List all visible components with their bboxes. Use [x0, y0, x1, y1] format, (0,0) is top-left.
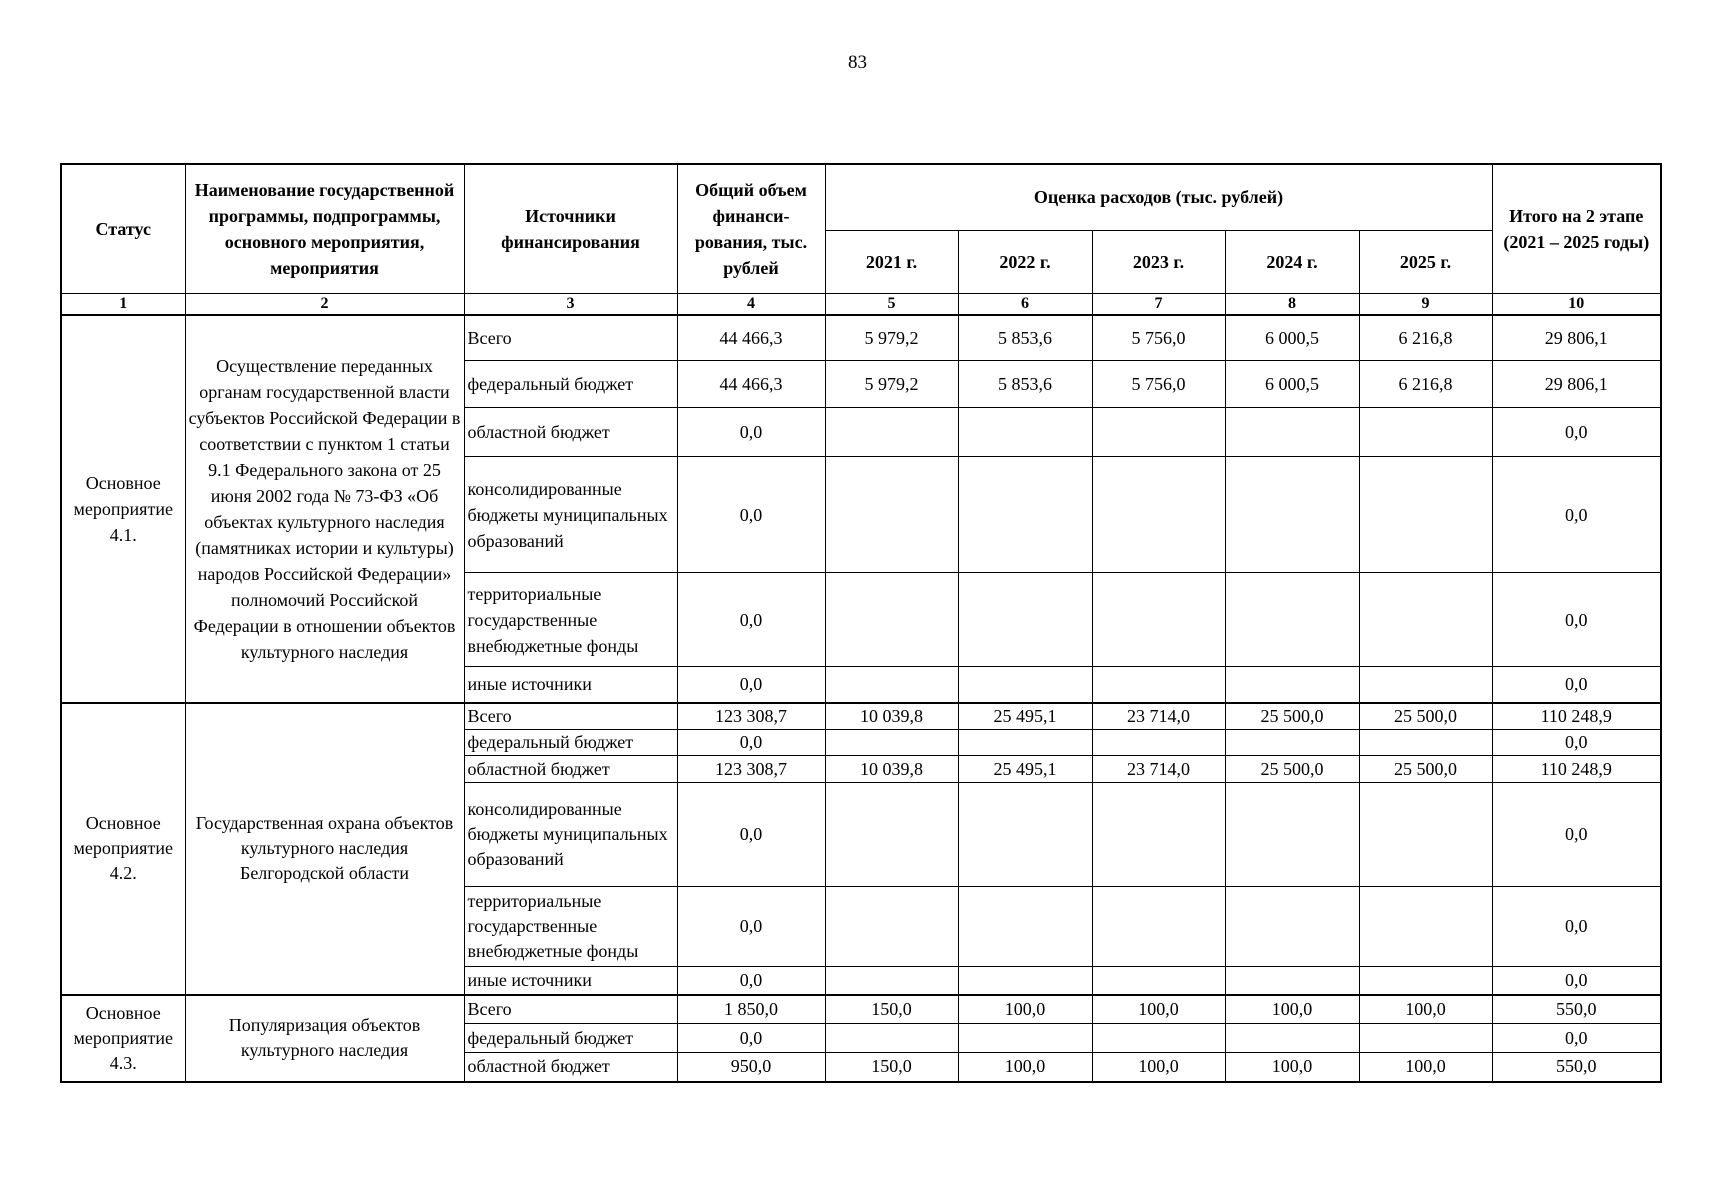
source-cell: федеральный бюджет [464, 361, 677, 408]
value-cell: 5 853,6 [958, 315, 1092, 361]
value-cell [825, 730, 958, 756]
itogo-cell: 0,0 [1492, 783, 1661, 887]
value-cell [1225, 408, 1359, 457]
column-number: 2 [185, 293, 464, 315]
itogo-cell: 550,0 [1492, 995, 1661, 1024]
itogo-cell: 0,0 [1492, 573, 1661, 667]
itogo-cell: 110 248,9 [1492, 756, 1661, 783]
total-cell: 0,0 [677, 887, 825, 967]
value-cell [1225, 457, 1359, 573]
value-cell [1092, 967, 1225, 995]
value-cell [1092, 667, 1225, 703]
itogo-cell: 29 806,1 [1492, 361, 1661, 408]
column-number: 10 [1492, 293, 1661, 315]
value-cell [1225, 1024, 1359, 1053]
value-cell [1359, 457, 1492, 573]
value-cell [1359, 1024, 1492, 1053]
group-4-1 [61, 315, 1661, 703]
value-cell [1225, 783, 1359, 887]
value-cell [1092, 730, 1225, 756]
value-cell: 5 979,2 [825, 315, 958, 361]
source-cell: федеральный бюджет [464, 1024, 677, 1053]
source-cell: областной бюджет [464, 1053, 677, 1082]
itogo-cell: 0,0 [1492, 967, 1661, 995]
value-cell [1225, 730, 1359, 756]
total-cell: 0,0 [677, 730, 825, 756]
itogo-cell: 550,0 [1492, 1053, 1661, 1082]
value-cell [1359, 887, 1492, 967]
value-cell: 25 500,0 [1359, 703, 1492, 730]
header-year: 2022 г. [958, 230, 1092, 293]
source-cell: консолидированные бюджеты муниципальных образований [464, 783, 677, 887]
total-cell: 123 308,7 [677, 756, 825, 783]
table-row [61, 703, 1661, 730]
total-cell: 950,0 [677, 1053, 825, 1082]
value-cell [1359, 667, 1492, 703]
value-cell [1359, 573, 1492, 667]
header-year: 2021 г. [825, 230, 958, 293]
column-number: 5 [825, 293, 958, 315]
value-cell: 100,0 [958, 1053, 1092, 1082]
page-number: 83 [848, 52, 867, 73]
value-cell: 6 216,8 [1359, 315, 1492, 361]
value-cell [825, 457, 958, 573]
header-year: 2024 г. [1225, 230, 1359, 293]
value-cell: 6 000,5 [1225, 315, 1359, 361]
value-cell [958, 887, 1092, 967]
value-cell: 25 495,1 [958, 756, 1092, 783]
value-cell [1225, 967, 1359, 995]
column-number: 7 [1092, 293, 1225, 315]
header-year: 2023 г. [1092, 230, 1225, 293]
value-cell [958, 783, 1092, 887]
value-cell [825, 967, 958, 995]
total-cell: 123 308,7 [677, 703, 825, 730]
table-row [61, 315, 1661, 361]
value-cell: 23 714,0 [1092, 756, 1225, 783]
itogo-cell: 29 806,1 [1492, 315, 1661, 361]
value-cell [1092, 457, 1225, 573]
value-cell [1225, 667, 1359, 703]
value-cell: 23 714,0 [1092, 703, 1225, 730]
itogo-cell: 0,0 [1492, 408, 1661, 457]
value-cell [958, 408, 1092, 457]
total-cell: 1 850,0 [677, 995, 825, 1024]
value-cell: 100,0 [1359, 995, 1492, 1024]
value-cell [958, 457, 1092, 573]
header-itogo: Итого на 2 этапе (2021 – 2025 годы) [1492, 164, 1661, 293]
total-cell: 0,0 [677, 967, 825, 995]
itogo-cell: 0,0 [1492, 457, 1661, 573]
value-cell [1092, 783, 1225, 887]
value-cell [825, 408, 958, 457]
column-number: 1 [61, 293, 185, 315]
value-cell [1092, 408, 1225, 457]
value-cell: 5 853,6 [958, 361, 1092, 408]
value-cell: 10 039,8 [825, 703, 958, 730]
group-status: Основное мероприятие 4.1. [61, 315, 185, 703]
source-cell: федеральный бюджет [464, 730, 677, 756]
source-cell: иные источники [464, 967, 677, 995]
value-cell [825, 783, 958, 887]
value-cell [958, 573, 1092, 667]
group-status: Основное мероприятие 4.2. [61, 703, 185, 995]
value-cell: 6 000,5 [1225, 361, 1359, 408]
table-header [61, 164, 1661, 315]
itogo-cell: 0,0 [1492, 1024, 1661, 1053]
value-cell [825, 1024, 958, 1053]
column-numbers-row [61, 293, 1661, 315]
value-cell [1359, 967, 1492, 995]
column-number: 6 [958, 293, 1092, 315]
source-cell: иные источники [464, 667, 677, 703]
budget-table [60, 163, 1662, 1083]
value-cell: 25 500,0 [1225, 756, 1359, 783]
group-name: Популяризация объектов культурного наследия [185, 995, 464, 1082]
value-cell: 100,0 [1359, 1053, 1492, 1082]
total-cell: 0,0 [677, 667, 825, 703]
source-cell: Всего [464, 315, 677, 361]
header-year: 2025 г. [1359, 230, 1492, 293]
source-cell: территориальные государственные внебюджетные фонды [464, 887, 677, 967]
source-cell: консолидированные бюджеты муниципальных образований [464, 457, 677, 573]
value-cell: 25 495,1 [958, 703, 1092, 730]
value-cell: 100,0 [1225, 1053, 1359, 1082]
column-number: 9 [1359, 293, 1492, 315]
table-row [61, 995, 1661, 1024]
source-cell: Всего [464, 995, 677, 1024]
value-cell [958, 667, 1092, 703]
group-status: Основное мероприятие 4.3. [61, 995, 185, 1082]
value-cell [1359, 783, 1492, 887]
value-cell [1092, 1024, 1225, 1053]
value-cell [1225, 573, 1359, 667]
value-cell: 100,0 [1225, 995, 1359, 1024]
total-cell: 0,0 [677, 457, 825, 573]
total-cell: 0,0 [677, 408, 825, 457]
group-name: Государственная охрана объектов культурного наследия Белгородской области [185, 703, 464, 995]
value-cell: 6 216,8 [1359, 361, 1492, 408]
header-total-volume: Общий объем финанси-рования, тыс. рублей [677, 164, 825, 293]
value-cell [1092, 573, 1225, 667]
source-cell: областной бюджет [464, 408, 677, 457]
itogo-cell: 0,0 [1492, 730, 1661, 756]
value-cell: 150,0 [825, 995, 958, 1024]
value-cell [958, 730, 1092, 756]
value-cell: 10 039,8 [825, 756, 958, 783]
value-cell [825, 887, 958, 967]
header-status: Статус [61, 164, 185, 293]
total-cell: 0,0 [677, 573, 825, 667]
value-cell: 100,0 [1092, 995, 1225, 1024]
source-cell: Всего [464, 703, 677, 730]
total-cell: 44 466,3 [677, 315, 825, 361]
itogo-cell: 0,0 [1492, 887, 1661, 967]
header-sources: Источники финансирования [464, 164, 677, 293]
value-cell [1359, 408, 1492, 457]
group-name: Осуществление переданных органам государственной власти субъектов Российской Федерации в соответствии с пунктом 1 статьи 9.1 Федерального закона от 25 июня 2002 года № 73-ФЗ «Об объектах культурного наследия (памятниках истории и культуры) народов Российской Федерации» полномочий Российской Федерации в отношении объектов культурного наследия [185, 315, 464, 703]
group-4-2 [61, 703, 1661, 995]
total-cell: 0,0 [677, 783, 825, 887]
value-cell [1225, 887, 1359, 967]
header-name: Наименование государственной программы, подпрограммы, основного мероприятия, мероприятия [185, 164, 464, 293]
value-cell: 100,0 [1092, 1053, 1225, 1082]
column-number: 3 [464, 293, 677, 315]
itogo-cell: 110 248,9 [1492, 703, 1661, 730]
column-number: 4 [677, 293, 825, 315]
value-cell: 5 756,0 [1092, 361, 1225, 408]
header-estimate: Оценка расходов (тыс. рублей) [825, 164, 1492, 230]
value-cell: 5 979,2 [825, 361, 958, 408]
total-cell: 0,0 [677, 1024, 825, 1053]
source-cell: областной бюджет [464, 756, 677, 783]
value-cell: 5 756,0 [1092, 315, 1225, 361]
group-4-3 [61, 995, 1661, 1082]
source-cell: территориальные государственные внебюджетные фонды [464, 573, 677, 667]
column-number: 8 [1225, 293, 1359, 315]
value-cell: 100,0 [958, 995, 1092, 1024]
itogo-cell: 0,0 [1492, 667, 1661, 703]
value-cell: 150,0 [825, 1053, 958, 1082]
value-cell: 25 500,0 [1225, 703, 1359, 730]
total-cell: 44 466,3 [677, 361, 825, 408]
value-cell: 25 500,0 [1359, 756, 1492, 783]
value-cell [825, 573, 958, 667]
value-cell [958, 1024, 1092, 1053]
value-cell [1359, 730, 1492, 756]
value-cell [825, 667, 958, 703]
value-cell [1092, 887, 1225, 967]
value-cell [958, 967, 1092, 995]
